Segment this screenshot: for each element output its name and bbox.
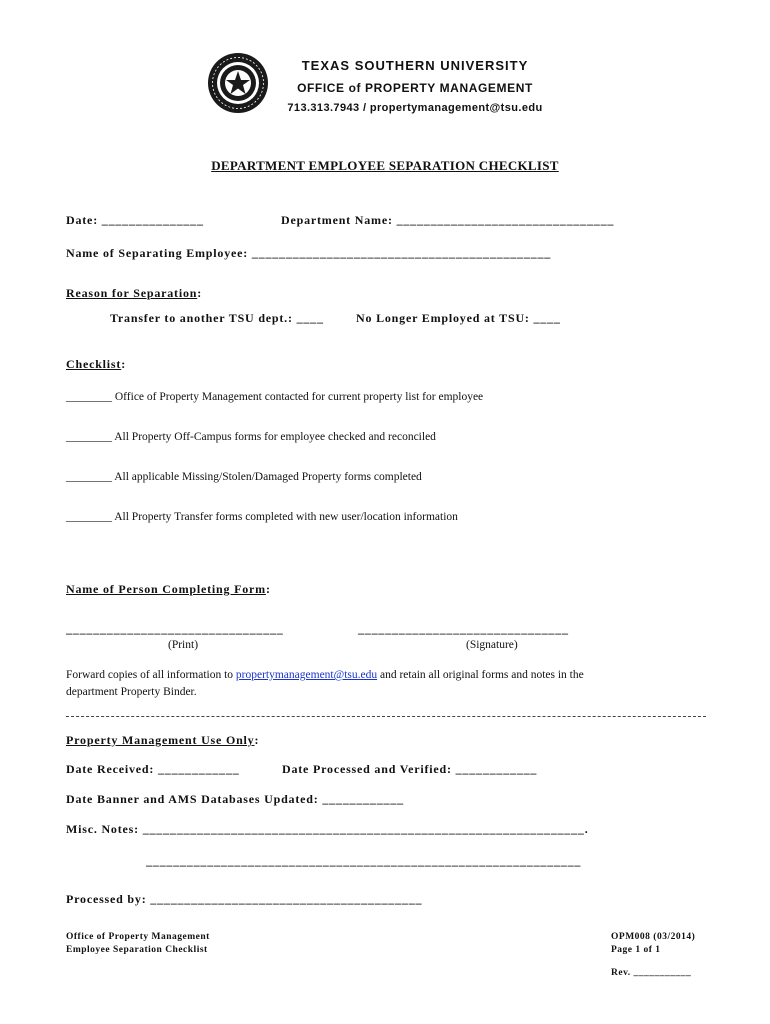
forward-text-before: Forward copies of all information to [66,669,236,681]
forward-instructions-line2: department Property Binder. [66,686,197,698]
transfer-option[interactable]: Transfer to another TSU dept.: ____ [110,311,324,325]
checklist-heading-colon: : [121,357,126,371]
office-use-heading [66,733,259,748]
checklist-item[interactable]: ________ All Property Off-Campus forms for employee checked and reconciled [66,431,436,443]
print-name-line[interactable]: ________________________________ [66,622,284,636]
misc-notes-line2[interactable]: ________________________________________________________________ [146,854,582,868]
separating-employee-field[interactable]: Name of Separating Employee: ____________________________________________ [66,246,552,260]
footer-office: Office of Property Management [66,932,210,942]
footer-form-name: Employee Separation Checklist [66,945,208,955]
misc-notes-field[interactable]: Misc. Notes: _________________________________________________________________. [66,822,589,836]
checklist-heading [66,357,126,372]
office-use-heading-colon: : [254,733,260,747]
department-name-field[interactable]: Department Name: ________________________________ [281,213,615,227]
form-title: DEPARTMENT EMPLOYEE SEPARATION CHECKLIST [211,158,559,173]
checklist-item[interactable]: ________ All applicable Missing/Stolen/Damaged Property forms completed [66,471,422,483]
office-contact: 713.313.7943 / propertymanagement@tsu.edu [287,102,543,114]
checklist-heading-text: Checklist [66,357,122,371]
footer-form-number: OPM008 (03/2014) [611,932,696,942]
completer-heading-text: Name of Person Completing Form [66,582,266,596]
checklist-item[interactable]: ________ All Property Transfer forms completed with new user/location information [66,511,458,523]
forward-text-after: and retain all original forms and notes in the [377,669,584,681]
no-longer-employed-option[interactable]: No Longer Employed at TSU: ____ [356,311,561,325]
reason-heading [66,286,202,301]
completer-heading-colon: : [265,582,271,596]
completer-heading [66,582,271,597]
date-processed-field[interactable]: Date Processed and Verified: ____________ [282,762,538,776]
reason-heading-colon: : [197,286,203,300]
forward-instructions [66,669,584,681]
date-field[interactable]: Date: _______________ [66,213,204,227]
office-name: OFFICE of PROPERTY MANAGEMENT [297,81,533,95]
date-received-field[interactable]: Date Received: ____________ [66,762,240,776]
footer-page-number: Page 1 of 1 [611,945,661,955]
footer-revision: Rev. ___________ [611,968,692,978]
section-divider [66,716,706,717]
checklist-item[interactable]: ________ Office of Property Management contacted for current property list for employee [66,391,484,403]
print-label: (Print) [168,639,199,651]
processed-by-field[interactable]: Processed by: ________________________________________ [66,892,423,906]
reason-heading-text: Reason for Separation [66,286,198,300]
university-name: TEXAS SOUTHERN UNIVERSITY [301,58,529,73]
email-link[interactable]: propertymanagement@tsu.edu [235,669,378,681]
signature-line[interactable]: _______________________________ [358,622,569,636]
databases-updated-field[interactable]: Date Banner and AMS Databases Updated: ____________ [66,792,404,806]
signature-label: (Signature) [466,639,518,651]
office-use-heading-text: Property Management Use Only [66,733,255,747]
